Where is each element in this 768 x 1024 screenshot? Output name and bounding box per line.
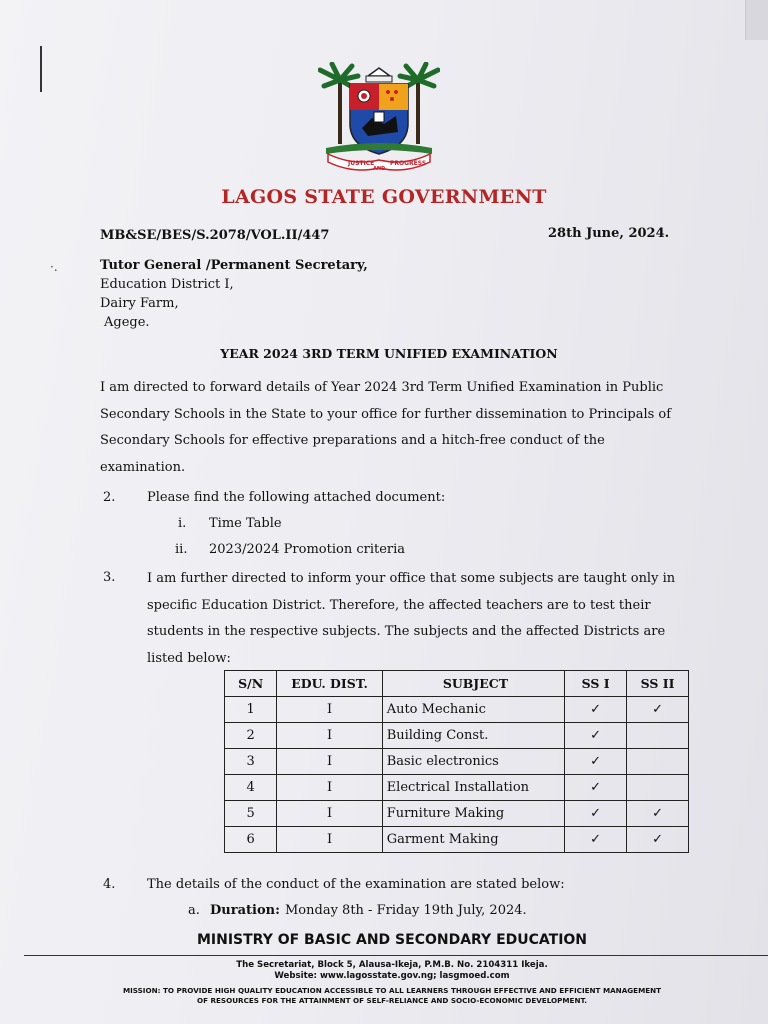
cell-ss2-check [627,749,689,775]
footer-mission-line-2: OF RESOURCES FOR THE ATTAINMENT OF SELF-RELIANCE AND SOCIO-ECONOMIC DEVELOPMENT. [196,996,588,1005]
letter-subject: YEAR 2024 3RD TERM UNIFIED EXAMINATION [220,346,558,361]
cell-ss1-check: ✓ [565,801,627,827]
footer-address: The Secretariat, Block 5, Alausa-Ikeja, P.M.B. No. 2104311 Ikeja. [236,960,548,970]
cell-ss2-check: ✓ [627,697,689,723]
cell-dist: I [277,697,382,723]
footer-ministry-name: MINISTRY OF BASIC AND SECONDARY EDUCATION [196,932,588,948]
table-row [225,749,689,775]
subjects-table [224,670,689,853]
col-header-ss1: SS I [565,671,627,697]
addressee-street: Dairy Farm, [100,296,179,311]
footer-divider [24,955,768,956]
table-row [225,775,689,801]
list-item-number: ii. [175,542,188,557]
table-row [225,697,689,723]
col-header-sn: S/N [225,671,277,697]
government-title: LAGOS STATE GOVERNMENT [221,186,547,208]
cell-sn: 1 [225,697,277,723]
col-header-ss2: SS II [627,671,689,697]
col-header-subject: SUBJECT [382,671,564,697]
table-header-row [225,671,689,697]
sub-item-letter: a. [188,903,200,918]
table-row [225,723,689,749]
addressee-town: Agege. [104,315,150,330]
letter-date: 28th June, 2024. [548,226,670,241]
list-item-time-table: Time Table [209,516,282,531]
motto-word-3: PROGRESS [390,160,427,167]
cell-subject: Garment Making [382,827,564,853]
cell-ss2-check: ✓ [627,801,689,827]
list-item-promotion-criteria: 2023/2024 Promotion criteria [209,542,406,557]
cell-ss1-check: ✓ [565,775,627,801]
cell-dist: I [277,801,382,827]
motto-word-2: AND [373,166,386,172]
cell-dist: I [277,775,382,801]
cell-sn: 3 [225,749,277,775]
cell-ss1-check: ✓ [565,749,627,775]
cell-subject: Furniture Making [382,801,564,827]
addressee-block [100,256,368,332]
pen-mark [40,46,42,92]
lagos-coat-of-arms [318,62,440,174]
paragraph-2: Please find the following attached document: [147,490,446,505]
paragraph-4: The details of the conduct of the examination are stated below: [147,877,565,892]
list-item-number: i. [178,516,187,531]
paragraph-3: I am further directed to inform your office that some subjects are taught only in specific Education District. Therefore, the affected teachers are to test their students in the respective subjects. The subjects and the affected Districts are listed below: [147,571,676,666]
cell-dist: I [277,827,382,853]
reference-number: MB&SE/BES/S.2078/VOL.II/447 [100,228,330,243]
cell-ss2-check [627,775,689,801]
cell-sn: 5 [225,801,277,827]
addressee-district: Education District I, [100,277,234,292]
cell-dist: I [277,723,382,749]
paragraph-3-number: 3. [103,570,116,585]
paragraph-1: I am directed to forward details of Year 2024 3rd Term Unified Examination in Public Secondary Schools in the State to your office for further dissemination to Principals of Secondary Schools for effective preparations and a hitch-free conduct of the examination. [100,380,672,475]
cell-subject: Electrical Installation [382,775,564,801]
cell-ss2-check [627,723,689,749]
table-row [225,827,689,853]
cell-ss1-check: ✓ [565,697,627,723]
duration-value: Monday 8th - Friday 19th July, 2024. [285,903,527,918]
cell-subject: Auto Mechanic [382,697,564,723]
col-header-edu-dist: EDU. DIST. [277,671,382,697]
cell-subject: Building Const. [382,723,564,749]
cell-sn: 6 [225,827,277,853]
cell-dist: I [277,749,382,775]
table-row [225,801,689,827]
cell-sn: 4 [225,775,277,801]
cell-ss1-check: ✓ [565,723,627,749]
stray-marks: ·. [50,260,58,274]
paragraph-4-number: 4. [103,877,116,892]
addressee-title: Tutor General /Permanent Secretary, [100,258,368,273]
footer-mission-line-1: MISSION: TO PROVIDE HIGH QUALITY EDUCATION ACCESSIBLE TO ALL LEARNERS THROUGH EFFECTIVE AND EFFICIENT MANAGEMENT [122,986,662,995]
underlying-sheet-edge [745,0,768,40]
motto-word-1: JUSTICE [348,160,375,167]
cell-subject: Basic electronics [382,749,564,775]
cell-ss2-check: ✓ [627,827,689,853]
duration-label: Duration: [210,903,280,918]
paragraph-2-number: 2. [103,490,116,505]
cell-ss1-check: ✓ [565,827,627,853]
cell-sn: 2 [225,723,277,749]
footer-website: Website: www.lagosstate.gov.ng; lasgmoed.com [274,971,510,981]
